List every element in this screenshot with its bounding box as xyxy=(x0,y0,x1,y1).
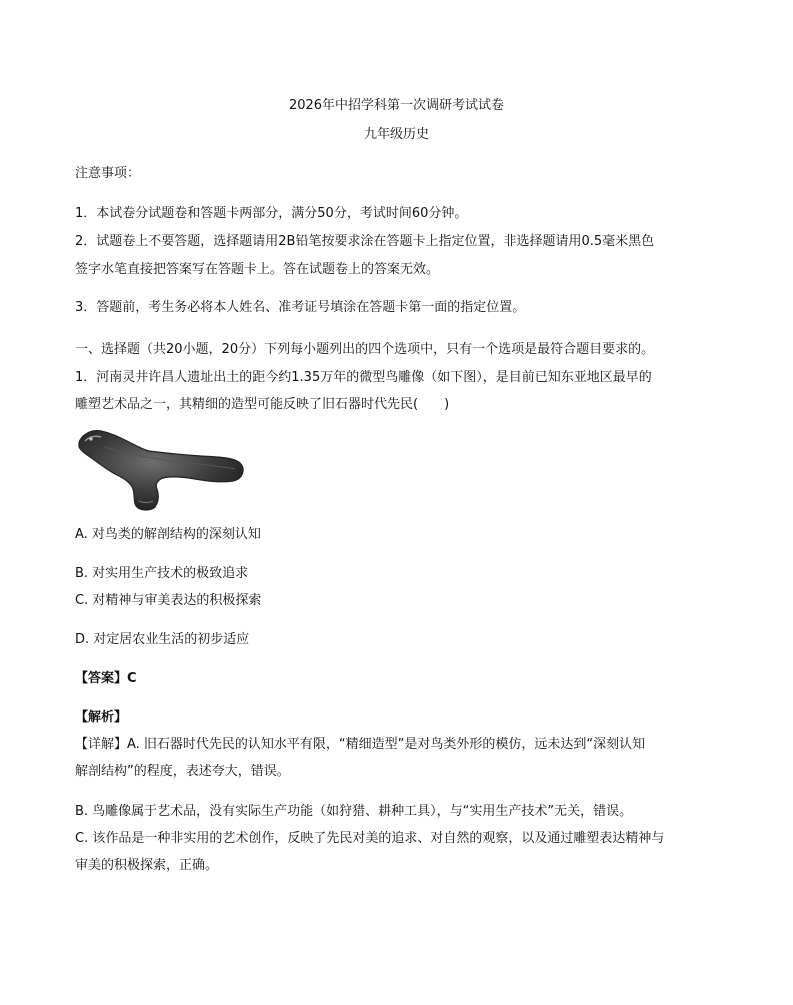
question-stem-line-1: 1．河南灵井许昌人遗址出土的距今约1.35万年的微型鸟雕像（如下图），是目前已知东亚地区最早的 xyxy=(75,370,652,385)
option-b: B. 对实用生产技术的极致追求 xyxy=(75,566,249,581)
analysis-line-5: 审美的积极探索，正确。 xyxy=(75,858,219,873)
option-d: D. 对定居农业生活的初步适应 xyxy=(75,632,250,647)
notes-heading: 注意事项： xyxy=(75,166,141,181)
option-a: A. 对鸟类的解剖结构的深刻认知 xyxy=(75,527,261,542)
option-c: C. 对精神与审美表达的积极探索 xyxy=(75,593,262,608)
analysis-line-2: 解剖结构”的程度，表述夸大，错误。 xyxy=(75,764,290,779)
exam-subtitle: 九年级历史 xyxy=(363,127,429,142)
analysis-heading: 【解析】 xyxy=(75,710,128,725)
note-item-1: 1．本试卷分试题卷和答题卡两部分，满分50分，考试时间60分钟。 xyxy=(75,206,468,221)
analysis-line-3: B. 鸟雕像属于艺术品，没有实际生产功能（如狩猎、耕种工具），与“实用生产技术”无关，错误。 xyxy=(75,804,633,819)
analysis-line-4: C. 该作品是一种非实用的艺术创作，反映了先民对美的追求、对自然的观察，以及通过雕塑表达精神与 xyxy=(75,831,665,846)
section-heading: 一、选择题（共20小题，20分）下列每小题列出的四个选项中，只有一个选项是最符合题目要求的。 xyxy=(75,342,655,357)
analysis-line-1: 【详解】A. 旧石器时代先民的认知水平有限，“精细造型”是对鸟类外形的模仿，远未达到“深刻认知 xyxy=(75,737,646,752)
note-item-2: 2．试题卷上不要答题，选择题请用2B铅笔按要求涂在答题卡上指定位置，非选择题请用0.5毫米黑色 xyxy=(75,234,655,249)
note-item-2-cont: 签字水笔直接把答案写在答题卡上。答在试题卷上的答案无效。 xyxy=(75,262,440,277)
note-item-3: 3．答题前，考生务必将本人姓名、准考证号填涂在答题卡第一面的指定位置。 xyxy=(75,300,526,315)
answer-label: 【答案】C xyxy=(75,671,137,686)
exam-title: 2026年中招学科第一次调研考试试卷 xyxy=(288,98,505,113)
bird-sculpture-image xyxy=(75,423,247,513)
question-stem-line-2: 雕塑艺术品之一，其精细的造型可能反映了旧石器时代先民( ) xyxy=(75,397,450,412)
